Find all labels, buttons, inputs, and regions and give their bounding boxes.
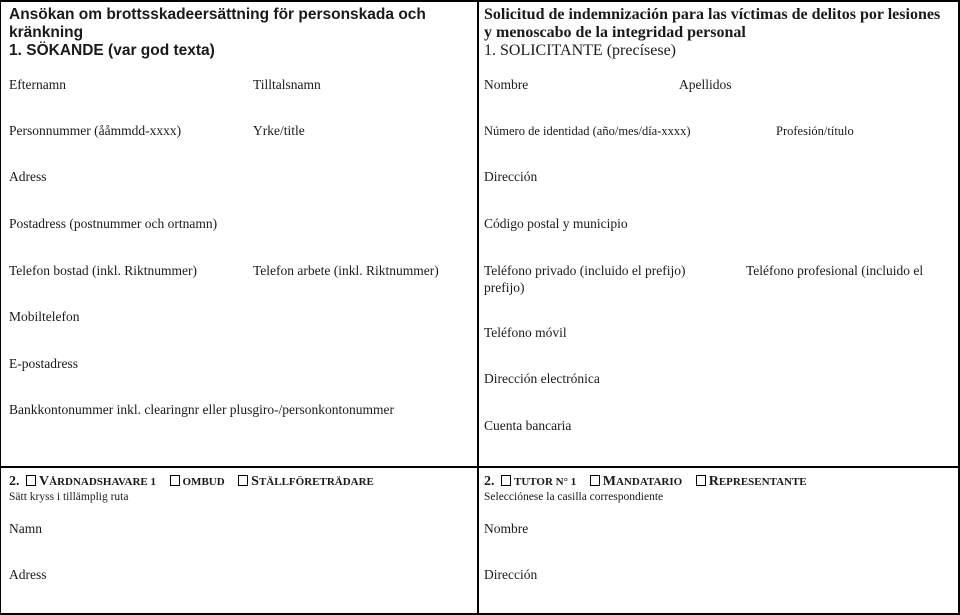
es-section2-number: 2. [484,474,495,489]
es-representante-option-initial: R [708,474,719,489]
agent-checkbox[interactable] [170,475,180,486]
es-phone-professional-label: Teléfono profesional (incluido el [746,263,924,278]
representative-checkbox[interactable] [238,475,248,486]
es-surnames-label: Apellidos [679,77,732,92]
es-bank-account-label: Cuenta bancaria [484,418,572,433]
left-border [0,0,1,615]
es-section2-address-label: Dirección [484,567,538,582]
guardian-checkbox[interactable] [26,475,36,486]
sv-section2-name-label: Namn [9,521,42,536]
es-tutor-option: TUTOR N° 1 [514,476,577,488]
sv-surname-label: Efternamn [9,77,66,92]
sv-occupation-label: Yrke/title [253,123,305,138]
es-postal-code-label: Código postal y municipio [484,216,628,231]
es-email-label: Dirección electrónica [484,371,600,386]
sv-firstname-label: Tilltalsnamn [253,77,321,92]
es-section2-hint: Selecciónese la casilla correspondiente [484,491,664,503]
es-section1-heading: 1. SOLICITANTE (precísese) [484,42,676,59]
sv-representative-option-initial: S [251,474,259,489]
sv-address-label: Adress [9,169,47,184]
es-mandatario-option-initial: M [602,474,616,489]
es-address-label: Dirección [484,169,538,184]
es-name-label: Nombre [484,77,529,92]
sv-mobile-label: Mobiltelefon [9,309,80,324]
sv-section2-options [9,474,374,490]
sv-phone-home-label: Telefon bostad (inkl. Riktnummer) [9,263,198,278]
sv-personal-number-label: Personnummer (ååmmdd-xxxx) [9,123,182,138]
sv-form-title-line1: Ansökan om brottsskadeersättning för personskada och [9,6,426,23]
center-divider [477,0,479,615]
sv-form-title-line2: kränkning [9,24,84,41]
es-section2-options [484,474,807,490]
sv-phone-work-label: Telefon arbete (inkl. Riktnummer) [253,263,439,278]
sv-bank-account-label: Bankkontonummer inkl. clearingnr eller plusgiro-/personkontonummer [9,402,395,417]
representante-checkbox[interactable] [696,475,706,486]
es-phone-private-label: Teléfono privado (incluido el prefijo) [484,263,686,278]
es-representante-option: EPRESENTANTE [718,476,807,488]
es-mandatario-option: ANDATARIO [615,476,683,488]
sv-agent-option: OMBUD [182,476,225,488]
sv-postal-address-label: Postadress (postnummer och ortnamn) [9,216,218,231]
sv-email-label: E-postadress [9,356,78,371]
es-form-title-line2: y menoscabo de la integridad personal [484,24,746,41]
sv-section2-address-label: Adress [9,567,47,582]
top-border [0,0,960,2]
es-id-number-label: Número de identidad (año/mes/día-xxxx) [484,124,691,138]
sv-guardian-option: ÅRDNADSHAVARE 1 [49,476,156,488]
sv-section2-hint: Sätt kryss i tillämplig ruta [9,491,129,503]
section-divider [0,466,960,468]
es-phone-private-label-cont: prefijo) [484,280,525,295]
mandatario-checkbox[interactable] [590,475,600,486]
es-mobile-label: Teléfono móvil [484,325,567,340]
sv-section2-number: 2. [9,474,20,489]
sv-guardian-option-initial: V [39,474,50,489]
es-section2-name-label: Nombre [484,521,529,536]
sv-representative-option: TÄLLFÖRETRÄDARE [258,476,374,488]
es-form-title-line1: Solicitud de indemnización para las víctimas de delitos por lesiones [484,6,941,23]
sv-section1-heading: 1. SÖKANDE (var god texta) [9,42,215,59]
tutor-checkbox[interactable] [501,475,511,486]
es-profession-label: Profesión/título [776,124,854,138]
